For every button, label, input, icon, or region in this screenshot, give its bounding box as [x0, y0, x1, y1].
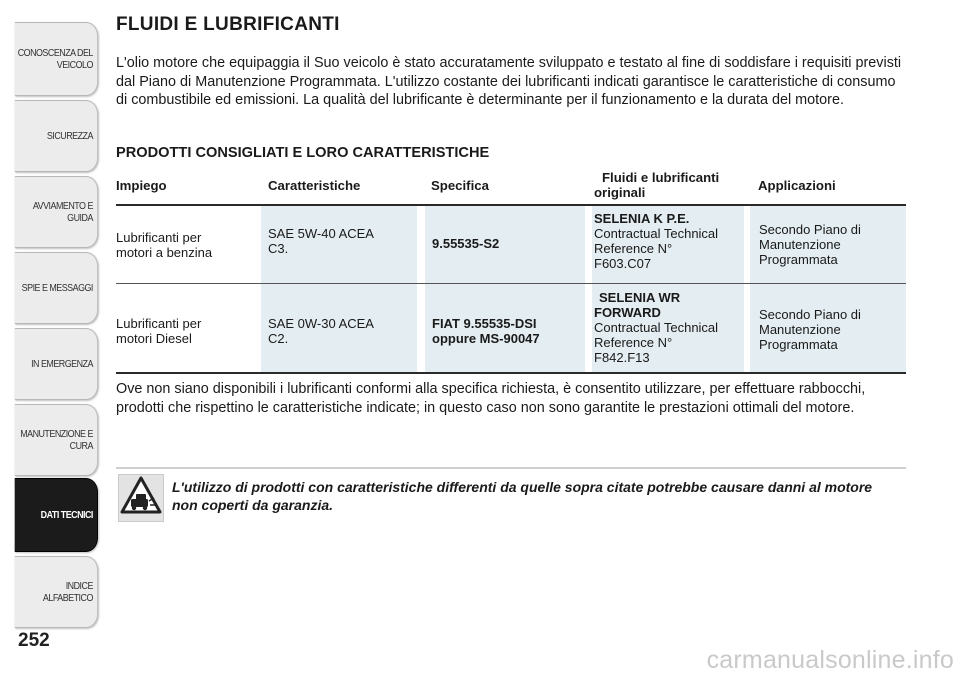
row1-caratteristiche: SAE 5W-40 ACEA C3.: [268, 226, 374, 256]
page-title: FLUIDI E LUBRIFICANTI: [116, 14, 340, 35]
vehicle-damage-warning-icon: [118, 474, 164, 522]
table-bottom-rule: [116, 372, 906, 374]
section-title: PRODOTTI CONSIGLIATI E LORO CARATTERISTICHE: [116, 145, 490, 161]
tab-manutenzione-e-cura[interactable]: MANUTENZIONE E CURA: [15, 404, 98, 476]
watermark: carmanualsonline.info: [706, 646, 954, 674]
header-caratteristiche: Caratteristiche: [268, 178, 361, 193]
tab-spie-e-messaggi[interactable]: SPIE E MESSAGGI: [15, 252, 98, 324]
tab-indice-alfabetico[interactable]: INDICE ALFABETICO: [15, 556, 98, 628]
lubricants-table: [116, 166, 906, 374]
row1-specifica: 9.55535-S2: [432, 236, 500, 251]
row2-applicazioni: Secondo Piano di Manutenzione Programmata: [759, 307, 861, 352]
header-specifica: Specifica: [431, 178, 489, 193]
intro-paragraph: L'olio motore che equipaggia il Suo veicolo è stato accuratamente sviluppato e testato al fine di soddisfare i requisiti previsti dal Piano di Manutenzione Programmata. L'utilizzo costante dei lubrificanti indicati garantisce le caratteristiche di consumo di combustibile ed emissioni. La qualità del lubrificante è determinante per il funzionamento e la durata del motore.: [116, 55, 902, 109]
row1-fluido: SELENIA K P.E. Contractual Technical Reference N° F603.C07: [594, 211, 719, 271]
row2-impiego: Lubrificanti per motori Diesel: [116, 316, 202, 346]
tab-in-emergenza[interactable]: IN EMERGENZA: [15, 328, 98, 400]
warning-divider: [116, 467, 906, 469]
chapter-sidebar: [0, 0, 100, 678]
tab-dati-tecnici[interactable]: DATI TECNICI: [15, 478, 98, 552]
table-row-rule: [116, 283, 906, 284]
header-fluidi: Fluidi e lubrificanti originali: [594, 170, 720, 200]
row2-specifica: FIAT 9.55535-DSI oppure MS-90047: [432, 316, 540, 346]
tab-avviamento-e-guida[interactable]: AVVIAMENTO E GUIDA: [15, 176, 98, 248]
tab-sicurezza[interactable]: SICUREZZA: [15, 100, 98, 172]
row2-caratteristiche: SAE 0W-30 ACEA C2.: [268, 316, 374, 346]
warning-triangle-icon: [119, 475, 163, 521]
shade-specifica: [425, 206, 585, 372]
row1-impiego: Lubrificanti per motori a benzina: [116, 230, 213, 260]
warning-text: L'utilizzo di prodotti con caratteristiche differenti da quelle sopra citate potrebbe causare danni al motore non coperti da garanzia.: [172, 479, 873, 513]
row2-fluido: SELENIA WR FORWARD Contractual Technical Reference N° F842.F13: [594, 290, 719, 365]
page-number: 252: [18, 630, 50, 651]
substitute-note: Ove non siano disponibili i lubrificanti conformi alla specifica richiesta, è consentito utilizzare, per effettuare rabbocchi, prodotti che rispettino le caratteristiche indicate; in questo caso non sono garantite le prestazioni ottimali del motore.: [116, 381, 866, 416]
table-header-rule: [116, 204, 906, 206]
row1-applicazioni: Secondo Piano di Manutenzione Programmata: [759, 222, 861, 267]
header-impiego: Impiego: [116, 178, 167, 193]
header-applicazioni: Applicazioni: [758, 178, 836, 193]
tab-conoscenza-del-veicolo[interactable]: CONOSCENZA DEL VEICOLO: [15, 22, 98, 96]
